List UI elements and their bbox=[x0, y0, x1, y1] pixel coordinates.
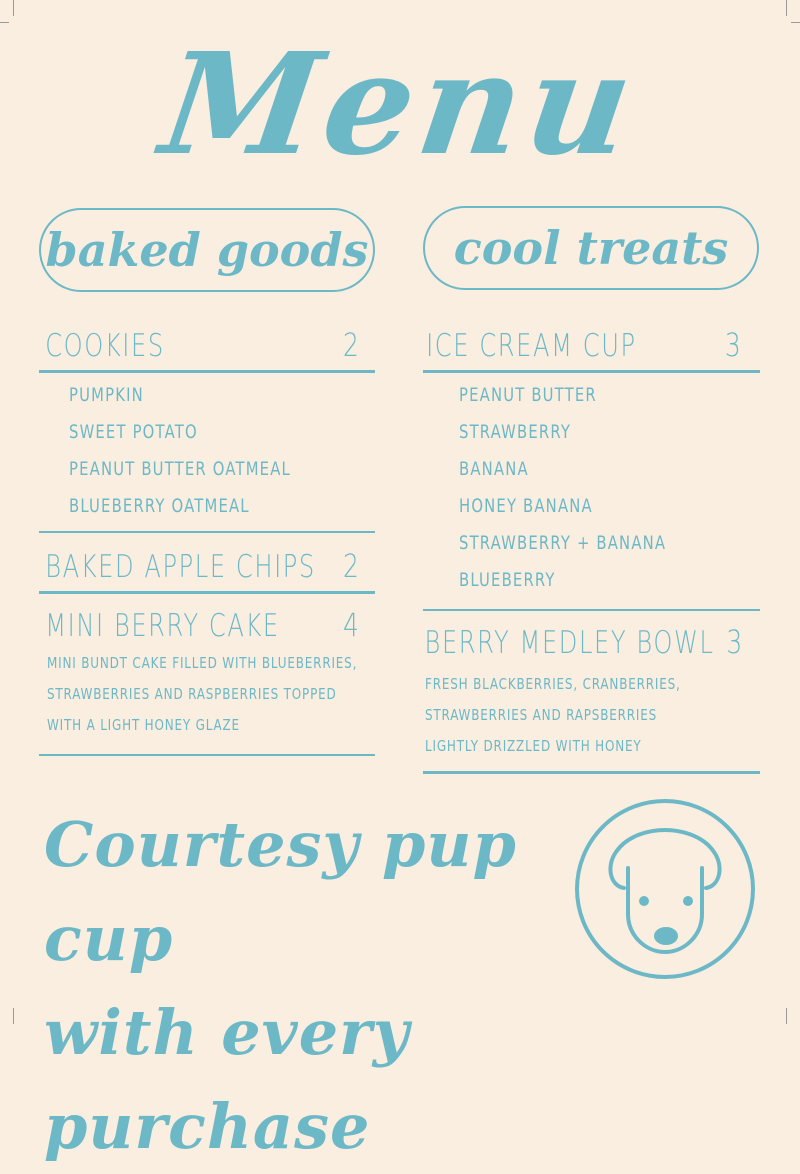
item-description: LIGHTLY DRIZZLED WITH HONEY bbox=[425, 737, 642, 755]
item-name: BERRY MEDLEY BOWL bbox=[424, 625, 715, 661]
flavor: STRAWBERRY bbox=[459, 420, 572, 443]
menu-item-cookies bbox=[39, 320, 374, 364]
item-price: 4 bbox=[342, 605, 361, 644]
crop-mark bbox=[786, 1008, 787, 1024]
divider bbox=[423, 771, 760, 774]
menu-item-baked-apple-chips bbox=[39, 533, 374, 585]
flavor: PEANUT BUTTER OATMEAL bbox=[69, 457, 291, 480]
divider bbox=[39, 754, 375, 757]
item-name: BAKED APPLE CHIPS bbox=[45, 549, 316, 585]
promo-text bbox=[44, 798, 584, 1174]
section-header-baked-goods: baked goods bbox=[39, 208, 375, 292]
baked-goods-column bbox=[39, 320, 375, 756]
item-description: MINI BUNDT CAKE FILLED WITH BLUEBERRIES, bbox=[47, 653, 358, 672]
crop-mark bbox=[0, 22, 9, 23]
flavor: BLUEBERRY bbox=[459, 568, 556, 591]
item-description: STRAWBERRIES AND RASPBERRIES TOPPED bbox=[47, 684, 337, 703]
crop-mark bbox=[791, 22, 800, 23]
item-name: ICE CREAM CUP bbox=[426, 328, 637, 364]
item-name: COOKIES bbox=[45, 328, 165, 364]
section-header-cool-treats: cool treats bbox=[423, 206, 759, 290]
flavor: BANANA bbox=[459, 457, 529, 480]
flavor: STRAWBERRY + BANANA bbox=[459, 531, 667, 554]
cool-treats-column bbox=[423, 320, 760, 774]
menu-item-ice-cream-cup bbox=[423, 320, 759, 364]
item-name: MINI BERRY CAKE bbox=[45, 607, 280, 644]
flavor: SWEET POTATO bbox=[69, 420, 198, 443]
item-price: 3 bbox=[724, 326, 743, 364]
flavor: PEANUT BUTTER bbox=[459, 383, 597, 406]
item-description: WITH A LIGHT HONEY GLAZE bbox=[47, 715, 240, 734]
flavor: BLUEBERRY OATMEAL bbox=[69, 494, 250, 517]
menu-item-mini-berry-cake bbox=[39, 594, 374, 644]
crop-mark bbox=[13, 0, 14, 16]
flavor: PUMPKIN bbox=[69, 383, 144, 406]
item-price: 3 bbox=[726, 623, 744, 661]
flavor: HONEY BANANA bbox=[459, 494, 593, 517]
item-price: 2 bbox=[342, 547, 361, 585]
dog-face-icon bbox=[572, 796, 758, 982]
promo-line-2: with every purchase bbox=[44, 996, 410, 1163]
item-price: 2 bbox=[342, 326, 361, 364]
crop-mark bbox=[786, 0, 787, 16]
promo-line-1: Courtesy pup cup bbox=[44, 808, 517, 975]
item-description: FRESH BLACKBERRIES, CRANBERRIES, bbox=[425, 675, 681, 693]
item-description: STRAWBERRIES AND RAPSBERRIES bbox=[425, 706, 658, 724]
crop-mark bbox=[13, 1008, 14, 1024]
menu-item-berry-medley-bowl bbox=[423, 611, 759, 661]
menu-title: Menu bbox=[152, 23, 648, 187]
